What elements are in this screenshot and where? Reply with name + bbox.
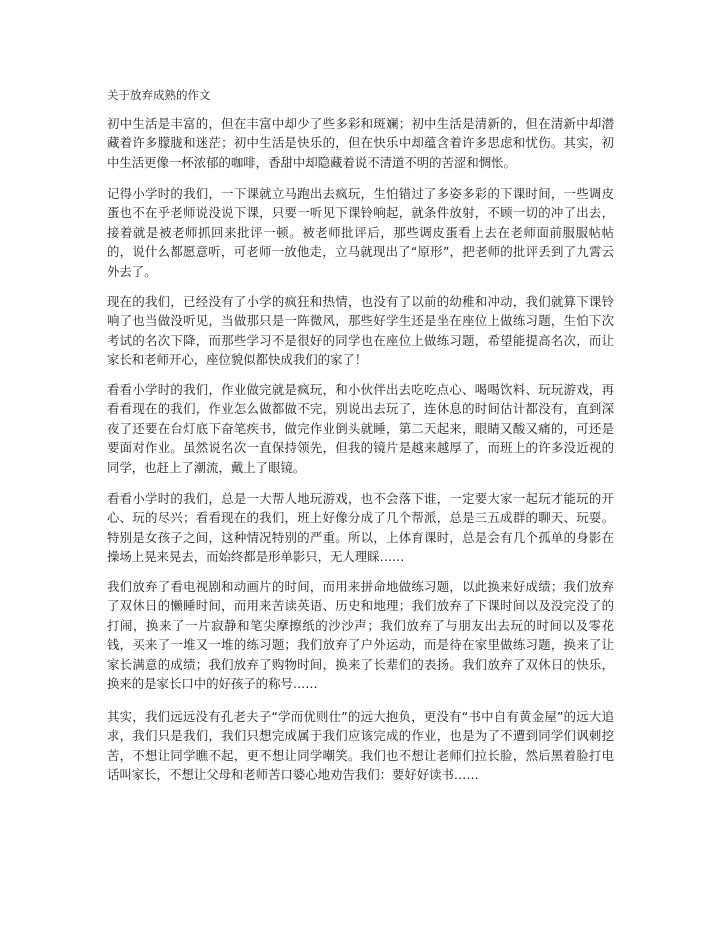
document-title: 关于放弃成熟的作文 bbox=[107, 88, 211, 102]
paragraph-7: 其实，我们远远没有孔老夫子“学而优则仕”的远大抱负，更没有“书中自有黄金屋”的远大追求，我们只是我们，我们只想完成属于我们应该完成的作业，也是为了不遭到同学们讽刺挖苦，不想让同学瞧不起，更不想让同学嘲笑。我们也不想让老师们拉长脸，然后黑着脸打电话叫家长，不想让父母和老师苦口婆心地劝告我们：要好好读书…… bbox=[107, 709, 614, 783]
paragraph-1: 初中生活是丰富的，但在丰富中却少了些多彩和斑斓；初中生活是清新的，但在清新中却潜藏着许多朦胧和迷茫；初中生活是快乐的，但在快乐中却蕴含着许多思虑和忧伤。其实，初中生活更像一杯浓郁的咖啡，香甜中却隐藏着说不清道不明的苦涩和惆怅。 bbox=[107, 116, 614, 170]
paragraph-2: 记得小学时的我们，一下课就立马跑出去疯玩，生怕错过了多姿多彩的下课时间，一些调皮蛋也不在乎老师说没说下课，只要一听见下课铃响起，就条件放射，不顾一切的冲了出去，接着就是被老师抓回来批评一顿。被老师批评后，那些调皮蛋看上去在老师面前服服帖帖的，说什么都愿意听，可老师一放他走，立马就现出了“原形”，把老师的批评丢到了九霄云外去了。 bbox=[107, 186, 614, 279]
paragraph-6: 我们放弃了看电视剧和动画片的时间，而用来拼命地做练习题，以此换来好成绩；我们放弃了双休日的懒睡时间，而用来苦读英语、历史和地理；我们放弃了下课时间以及没完没了的打闹，换来了一片寂静和笔尖摩擦纸的沙沙声；我们放弃了与朋友出去玩的时间以及零花钱，买来了一堆又一堆的练习题；我们放弃了户外运动，而是待在家里做练习题，换来了让家长满意的成绩；我们放弃了购物时间，换来了长辈们的表扬。我们放弃了双休日的快乐，换来的是家长口中的好孩子的称号…… bbox=[107, 579, 614, 692]
paragraph-3: 现在的我们，已经没有了小学的疯狂和热情，也没有了以前的幼稚和冲动，我们就算下课铃响了也当做没听见，当做那只是一阵微风，那些好学生还是坐在座位上做练习题，生怕下次考试的名次下降，而那些学习不是很好的同学也在座位上做练习题，希望能提高名次，而让家长和老师开心，座位貌似都快成我们的家了！ bbox=[107, 294, 614, 368]
paragraph-4: 看看小学时的我们，作业做完就是疯玩，和小伙伴出去吃吃点心、喝喝饮料、玩玩游戏，再看看现在的我们，作业怎么做都做不完，别说出去玩了，连休息的时间估计都没有，直到深夜了还要在台灯底下奋笔疾书，做完作业倒头就睡，第二天起来，眼睛又酸又痛的，可还是要面对作业。虽然说名次一直保持领先，但我的镜片是越来越厚了，而班上的许多没近视的同学，也赶上了潮流，戴上了眼镜。 bbox=[107, 382, 614, 475]
paragraph-5: 看看小学时的我们，总是一大帮人地玩游戏，也不会落下谁，一定要大家一起玩才能玩的开心、玩的尽兴；看看现在的我们，班上好像分成了几个帮派，总是三五成群的聊天、玩耍。特别是女孩子之间，这种情况特别的严重。所以，上体育课时，总是会有几个孤单的身影在操场上晃来晃去，而始终都是形单影只，无人理睬…… bbox=[107, 491, 614, 565]
